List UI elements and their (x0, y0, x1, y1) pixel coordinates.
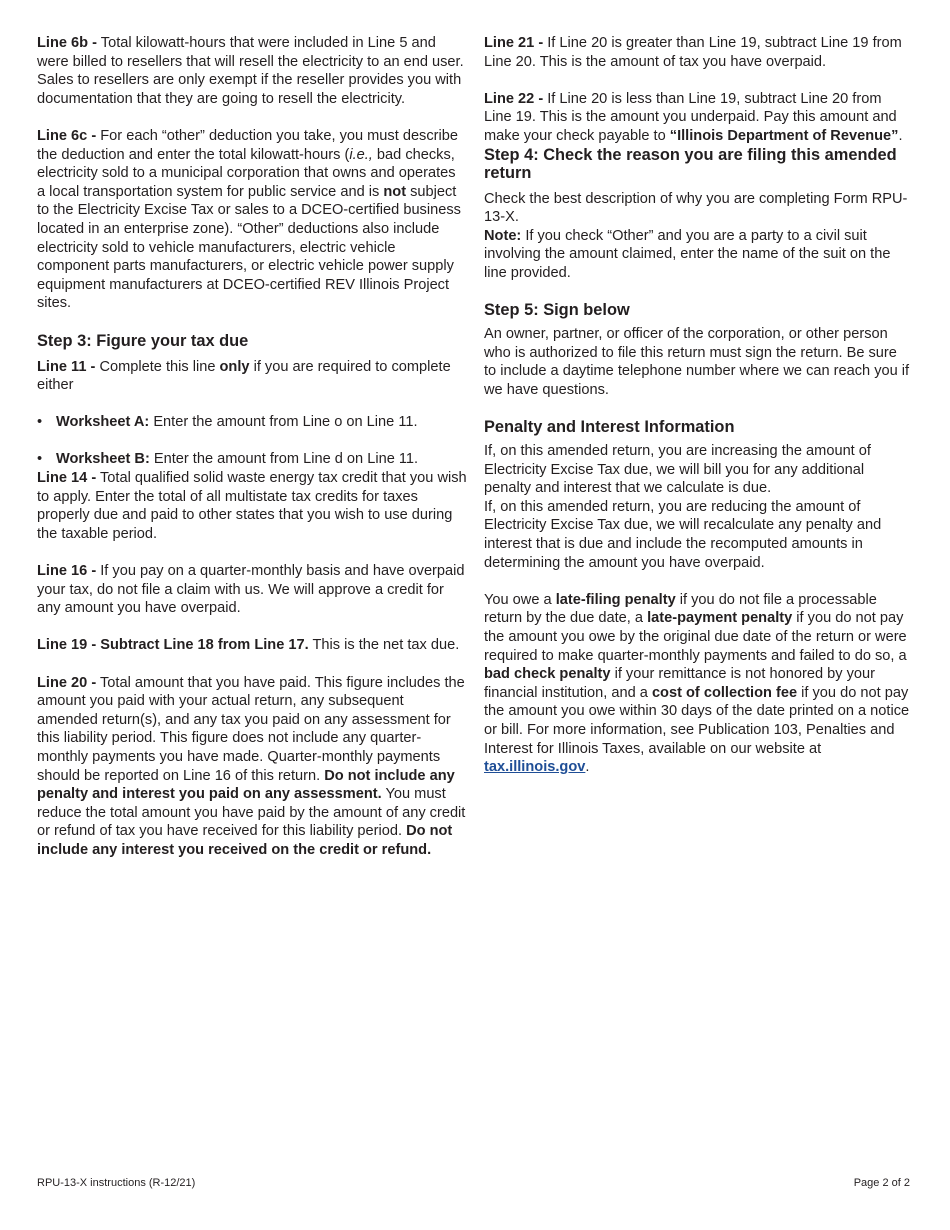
right-column (484, 34, 912, 795)
penalty-interest-heading: Penalty and Interest Information (484, 418, 735, 437)
note-paragraph: Note: If you check “Other” and you are a party to a civil suit involving the amount claimed, enter the name of the suit on the line provided. (484, 227, 891, 281)
worksheet-a-bullet: • Worksheet A: Enter the amount from Line o on Line 11. (37, 414, 418, 431)
step-5-text: An owner, partner, or officer of the corporation, or other person who is authorized to file this return must sign the return. Be sure to include a daytime telephone number where we can reach you if we have questions. (484, 326, 910, 398)
line-16-paragraph: Line 16 - If you pay on a quarter-monthly basis and have overpaid your tax, do not file a claim with us. We will approve a credit for any amount you have overpaid. (37, 563, 465, 617)
line-19-paragraph: Line 19 - Subtract Line 18 from Line 17. This is the net tax due. (37, 637, 460, 654)
bullet-icon: • (37, 451, 43, 468)
line-21-paragraph: Line 21 - If Line 20 is greater than Line 19, subtract Line 19 from Line 20. This is the amount of tax you have overpaid. (484, 35, 902, 70)
penalty-paragraph-1: If, on this amended return, you are increasing the amount of Electricity Excise Tax due, we will bill you for any additional penalty and interest that we calculate is due. (484, 443, 871, 497)
penalties-owed-paragraph: You owe a late-filing penalty if you do not file a processable return by the due date, a late-payment penalty if you do not pay the amount you owe by the original due date of the return or were required to make quarter-monthly payments and failed to do so, a bad check penalty if your remittance is not honored by your financial institution, and a cost of collection fee if you do not pay the amount you owe within 30 days of the date printed on a notice or bill. For more information, see Publication 103, Penalties and Interest for Illinois Taxes, available on our website at tax.illinois.gov. (484, 591, 910, 776)
step-5-heading: Step 5: Sign below (484, 301, 630, 320)
line-22-paragraph: Line 22 - If Line 20 is less than Line 19, subtract Line 20 from Line 19. This is the amount you underpaid. Pay this amount and make your check payable to “Illinois Department of Revenue”. (484, 90, 903, 144)
step-3-heading: Step 3: Figure your tax due (37, 331, 249, 350)
line-11-paragraph: Line 11 - Complete this line only if you are required to complete either (37, 358, 451, 394)
line-20-paragraph: Line 20 - Total amount that you have paid. This figure includes the amount you paid with your actual return, any subsequent amended return(s), and any tax you paid on any assessment for this liability period. This figure does not include any quarter-monthly payments you have made. Quarter-monthly payments should be reported on Line 16 of this return. Do not include any penalty and interest you paid on any assessment. You must reduce the total amount you have paid by the amount of any credit or refund of tax you have received for this liability period. Do not include any interest you received on the credit or refund. (37, 674, 466, 858)
tax-website-link[interactable]: tax.illinois.gov (484, 759, 586, 776)
line-6c-paragraph: Line 6c - For each “other” deduction you take, you must describe the deduction and enter the total kilowatt-hours (i.e., bad checks, electricity sold to a municipal corporation that owns and operates a local transportation system for public service and is not subject to the Electricity Excise Tax or sales to a DCEO-certified business located in an enterprise zone). “Other” deductions also include electricity sold to vehicle manufacturers, electric vehicle component parts manufacturers, or electric vehicle power supply equipment manufacturers at DCEO-certified REV Illinois Project sites. (37, 127, 461, 312)
step-4-text: Check the best description of why you are completing Form RPU-13-X. (484, 190, 908, 226)
line-14-paragraph: Line 14 - Total qualified solid waste energy tax credit that you wish to apply. Enter the total of all multistate tax credits for taxes properly due and paid to other states that you wish to use during the taxable period. (37, 470, 467, 542)
bullet-icon: • (37, 414, 43, 431)
penalty-paragraph-2: If, on this amended return, you are reducing the amount of Electricity Excise Tax due, we will recalculate any penalty and interest that is due and include the recomputed amounts in determining the amount you have overpaid. (484, 498, 882, 571)
left-column (37, 34, 467, 878)
form-id-footer: RPU-13-X instructions (R-12/21) (37, 1177, 196, 1189)
page-number: Page 2 of 2 (853, 1177, 910, 1189)
worksheet-b-bullet: • Worksheet B: Enter the amount from Line d on Line 11. (37, 451, 419, 468)
line-6b-paragraph: Line 6b - Total kilowatt-hours that were included in Line 5 and were billed to resellers that will resell the electricity to an end user. Sales to resellers are only exempt if the reseller provides you with documentation that they are going to resell the electricity. (37, 35, 464, 107)
step-4-heading: Step 4: Check the reason you are filing this amended return (484, 145, 897, 182)
